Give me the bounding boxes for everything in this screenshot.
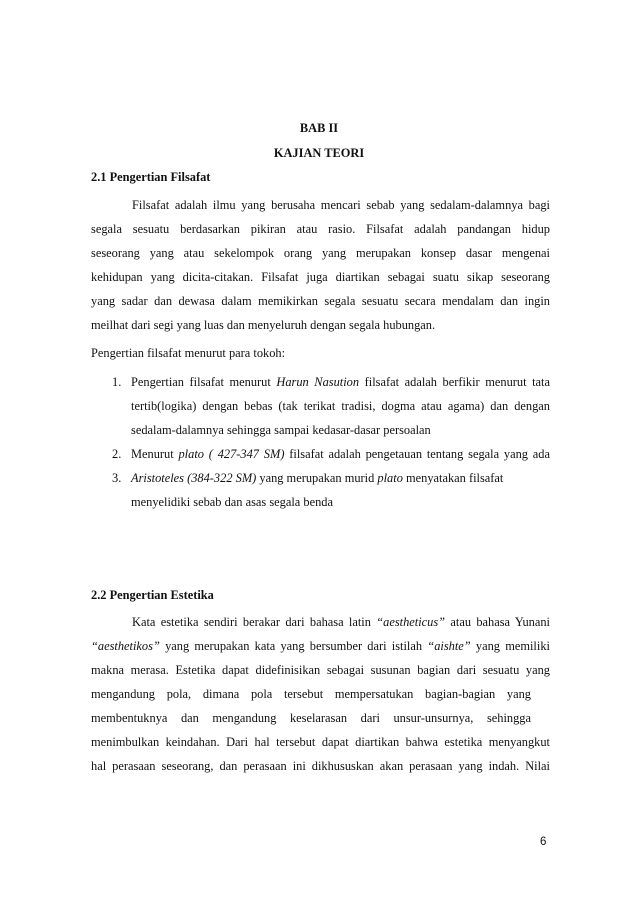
list-text: filsafat adalah berfikir menurut tata (364, 375, 550, 389)
paragraph-line: makna merasa. Estetika dapat didefinisikan sebagai susunan bagian dari sesuatu yang (91, 663, 550, 677)
para-emphasis: “aishte” (427, 639, 471, 653)
para-text: atau bahasa Yunani (450, 615, 550, 629)
paragraph-line: yang sadar dan dewasa dalam memikirkan segala sesuatu secara mendalam dan ingin (91, 294, 550, 308)
list-text: yang merupakan murid (259, 471, 375, 485)
paragraph-line: mengandung pola, dimana pola tersebut mempersatukan bagian-bagian yang (91, 687, 531, 701)
para-emphasis: “aesthetikos” (91, 639, 160, 653)
para-emphasis: “aestheticus” (376, 615, 446, 629)
paragraph-line: hal perasaan seseorang, dan perasaan ini dikhususkan akan perasaan yang indah. Nilai (91, 759, 550, 773)
paragraph-line (91, 639, 550, 654)
list-emphasis: Aristoteles (384-322 SM) (131, 471, 257, 485)
section-heading-estetika: 2.2 Pengertian Estetika (91, 588, 214, 602)
chapter-title: KAJIAN TEORI (273, 146, 365, 160)
list-item-line: sedalam-dalamnya sehingga sampai kedasar-dasar persoalan (131, 423, 431, 437)
para-text: Kata estetika sendiri berakar dari bahasa latin (132, 615, 371, 629)
paragraph-line: seseorang yang atau sekelompok orang yang merupakan konsep dasar mengenai (91, 246, 550, 260)
list-emphasis: plato (377, 471, 403, 485)
intro-line: Pengertian filsafat menurut para tokoh: (91, 346, 286, 360)
list-item-line (131, 471, 503, 486)
list-text: filsafat adalah pengetauan tentang segala yang ada (289, 447, 550, 461)
section-heading-filsafat: 2.1 Pengertian Filsafat (91, 170, 211, 184)
list-text: Menurut (131, 447, 174, 461)
page-number: 6 (540, 836, 547, 848)
paragraph-line (132, 615, 550, 630)
paragraph-line: Filsafat adalah ilmu yang berusaha mencari sebab yang sedalam-dalamnya bagi (132, 198, 550, 212)
list-item-line (131, 375, 550, 390)
paragraph-line: meilhat dari segi yang luas dan menyeluruh dengan segala hubungan. (91, 318, 436, 332)
list-text: Pengertian filsafat menurut (131, 375, 271, 389)
paragraph-line: segala sesuatu berdasarkan pikiran atau rasio. Filsafat adalah pandangan hidup (91, 222, 550, 236)
paragraph-line: menimbulkan keindahan. Dari hal tersebut dapat diartikan bahwa estetika menyangkut (91, 735, 550, 749)
list-text: menyatakan filsafat (406, 471, 504, 485)
list-number: 3. (112, 471, 122, 485)
list-item-line (131, 447, 550, 462)
list-item-line: menyelidiki sebab dan asas segala benda (131, 495, 333, 509)
para-text: yang merupakan kata yang bersumber dari istilah (165, 639, 423, 653)
paragraph-line: kehidupan yang dicita-citakan. Filsafat juga diartikan sebagai suatu sikap seseorang (91, 270, 550, 284)
para-text: yang memiliki (475, 639, 550, 653)
list-number: 2. (112, 447, 122, 461)
list-emphasis: Harun Nasution (276, 375, 360, 389)
list-item-line: tertib(logika) dengan bebas (tak terikat tradisi, dogma atau agama) dan dengan (131, 399, 550, 413)
list-number: 1. (112, 375, 122, 389)
chapter-label: BAB II (299, 121, 339, 135)
list-emphasis: plato ( 427-347 SM) (178, 447, 285, 461)
paragraph-line: membentuknya dan mengandung keselarasan dari unsur-unsurnya, sehingga (91, 711, 531, 725)
